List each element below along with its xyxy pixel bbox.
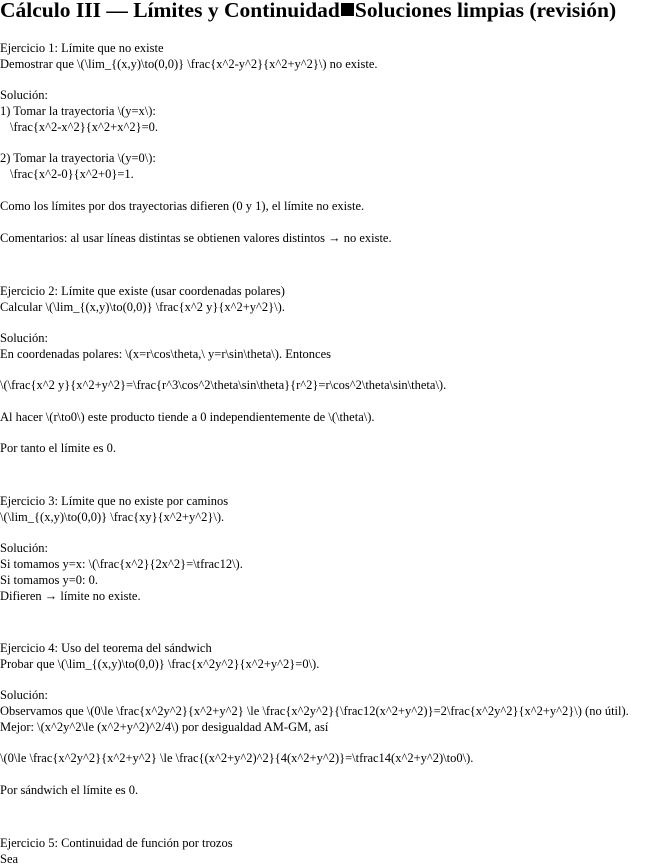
exercise-2-limit-note: Al hacer \(r\to0\) este producto tiende a 0 independientemente de \(\theta\). xyxy=(0,410,375,424)
exercise-4-solution-label: Solución: xyxy=(0,688,48,702)
exercise-2-statement: Calcular \(\lim_{(x,y)\to(0,0)} \frac{x^2 y}{x^2+y^2}\). xyxy=(0,300,285,314)
exercise-4-amgm: Mejor: \(x^2y^2\le (x^2+y^2)^2/4\) por desigualdad AM-GM, así xyxy=(0,720,329,734)
page-title xyxy=(0,0,616,23)
exercise-4-statement: Probar que \(\lim_{(x,y)\to(0,0)} \frac{x^2y^2}{x^2+y^2}=0\). xyxy=(0,657,320,671)
exercise-4-conclusion: Por sándwich el límite es 0. xyxy=(0,783,139,797)
missing-glyph-square xyxy=(341,3,354,16)
exercise-1-comment: Comentarios: al usar líneas distintas se obtienen valores distintos → no existe. xyxy=(0,231,392,245)
exercise-2-conclusion: Por tanto el límite es 0. xyxy=(0,441,116,455)
exercise-2-heading: Ejercicio 2: Límite que existe (usar coordenadas polares) xyxy=(0,284,285,298)
exercise-2-polar: En coordenadas polares: \(x=r\cos\theta,\ y=r\sin\theta\). Entonces xyxy=(0,347,332,361)
exercise-4-heading: Ejercicio 4: Uso del teorema del sándwich xyxy=(0,641,212,655)
exercise-1-conclusion: Como los límites por dos trayectorias difieren (0 y 1), el límite no existe. xyxy=(0,199,365,213)
title-left: Cálculo III — Límites y Continuidad xyxy=(0,0,340,22)
exercise-1-heading: Ejercicio 1: Límite que no existe xyxy=(0,41,164,55)
exercise-1-step-2-formula: \frac{x^2-0}{x^2+0}=1. xyxy=(10,167,134,181)
exercise-3-path-2: Si tomamos y=0: 0. xyxy=(0,573,99,587)
exercise-1-step-1-formula: \frac{x^2-x^2}{x^2+x^2}=0. xyxy=(10,120,158,134)
exercise-1-solution-label: Solución: xyxy=(0,88,48,102)
exercise-3-path-1: Si tomamos y=x: \(\frac{x^2}{2x^2}=\tfrac12\). xyxy=(0,557,243,571)
exercise-3-heading: Ejercicio 3: Límite que no existe por caminos xyxy=(0,494,229,508)
exercise-5-heading: Ejercicio 5: Continuidad de función por trozos xyxy=(0,836,233,850)
title-right: Soluciones limpias (revisión) xyxy=(354,0,617,22)
exercise-4-observation: Observamos que \(0\le \frac{x^2y^2}{x^2+y^2} \le \frac{x^2y^2}{\frac12(x^2+y^2)}=2\frac{x^2y^2}{x^2+y^2}\) (no útil). xyxy=(0,704,629,718)
exercise-1-statement: Demostrar que \(\lim_{(x,y)\to(0,0)} \frac{x^2-y^2}{x^2+y^2}\) no existe. xyxy=(0,57,378,71)
exercise-1-step-2: 2) Tomar la trayectoria \(y=0\): xyxy=(0,151,156,165)
exercise-5-statement: Sea xyxy=(0,852,19,866)
exercise-4-bound: \(0\le \frac{x^2y^2}{x^2+y^2} \le \frac{(x^2+y^2)^2}{4(x^2+y^2)}=\tfrac14(x^2+y^2)\to0\). xyxy=(0,751,474,765)
exercise-3-statement: \(\lim_{(x,y)\to(0,0)} \frac{xy}{x^2+y^2}\). xyxy=(0,510,225,524)
exercise-1-step-1: 1) Tomar la trayectoria \(y=x\): xyxy=(0,104,156,118)
exercise-3-conclusion: Difieren → límite no existe. xyxy=(0,589,141,603)
exercise-2-solution-label: Solución: xyxy=(0,331,48,345)
exercise-3-solution-label: Solución: xyxy=(0,541,48,555)
exercise-2-formula: \(\frac{x^2 y}{x^2+y^2}=\frac{r^3\cos^2\theta\sin\theta}{r^2}=r\cos^2\theta\sin\theta\). xyxy=(0,378,447,392)
